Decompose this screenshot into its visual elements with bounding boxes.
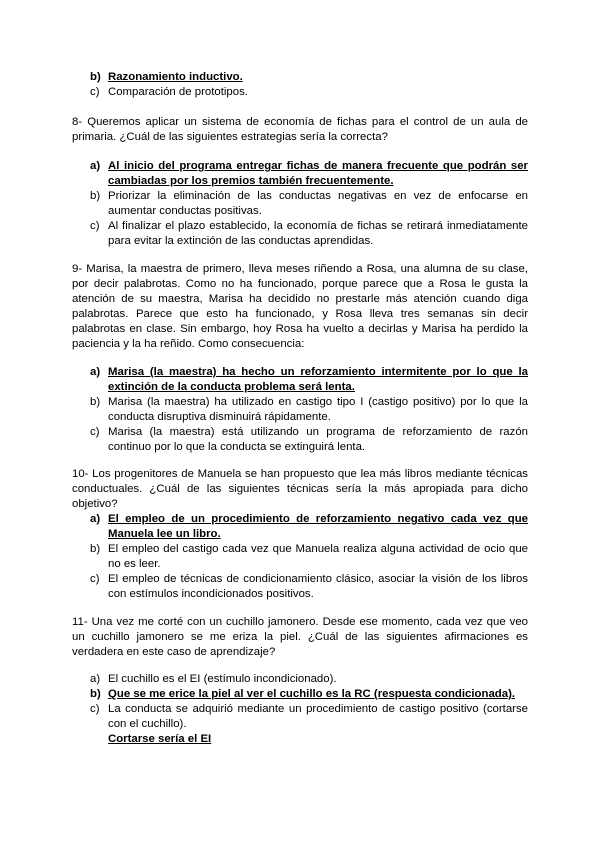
option-text: El cuchillo es el EI (estímulo incondicionado).: [108, 673, 337, 685]
q9-question: 9- Marisa, la maestra de primero, lleva meses riñendo a Rosa, una alumna de su clase, por decir palabrotas. Como no ha funcionado, porque parece que a Rosa le gusta la atención de su maestra, Marisa ha decidido no prestarle más atención cuando diga palabrotas. Parece que esto ha funcionado, y Rosa lleva tres semanas sin decir palabrotas en clase. Sin embargo, hoy Rosa ha vuelto a decirlas y Marisa ha perdido la paciencia y la ha reñido. Como consecuencia:: [72, 263, 528, 350]
q10-option-b: [72, 542, 528, 572]
option-text: Marisa (la maestra) ha utilizado en castigo tipo I (castigo positivo) por lo que la conducta disruptiva disminuirá rápidamente.: [108, 396, 528, 423]
option-letter: a): [90, 366, 101, 378]
option-text: Razonamiento inductivo.: [108, 71, 243, 83]
q8-options: [72, 159, 528, 249]
option-letter: b): [90, 190, 101, 202]
option-letter: c): [90, 220, 100, 232]
q8-question: 8- Queremos aplicar un sistema de economía de fichas para el control de un aula de primaria. ¿Cuál de las siguientes estrategias sería la correcta?: [72, 116, 528, 143]
q7-option-b: [72, 70, 528, 85]
q11-option-c: [72, 702, 528, 732]
option-text: Marisa (la maestra) ha hecho un reforzamiento intermitente por lo que la extinción de la conducta problema será lenta.: [108, 366, 528, 393]
option-text: Al inicio del programa entregar fichas de manera frecuente que podrán ser cambiadas por los premios también frecuentemente.: [108, 160, 528, 187]
q10-option-c: [72, 572, 528, 602]
q9-option-a: [72, 365, 528, 395]
option-text: Que se me erice la piel al ver el cuchillo es la RC (respuesta condicionada).: [108, 688, 516, 700]
option-text: El empleo del castigo cada vez que Manuela realiza alguna actividad de ocio que no es leer.: [108, 543, 528, 570]
q8-option-b: [72, 189, 528, 219]
q10-options: [72, 512, 528, 602]
option-text: El empleo de un procedimiento de reforzamiento negativo cada vez que Manuela lee un libro.: [108, 513, 528, 540]
option-letter: a): [90, 673, 101, 685]
q10-question: 10- Los progenitores de Manuela se han propuesto que lea más libros mediante técnicas conductuales. ¿Cuál de las siguientes técnicas sería la más apropiada para dicho objetivo?: [72, 468, 528, 510]
option-letter: a): [90, 513, 101, 525]
option-text: Marisa (la maestra) está utilizando un programa de reforzamiento de razón continuo por lo que la conducta se extinguirá lenta.: [108, 426, 528, 453]
option-letter: b): [90, 396, 101, 408]
q11-option-b: [72, 687, 528, 702]
option-letter: b): [90, 543, 101, 555]
q11-question: 11- Una vez me corté con un cuchillo jamonero. Desde ese momento, cada vez que veo un cuchillo jamonero se me eriza la piel. ¿Cuál de las siguientes afirmaciones es verdadera en este caso de aprendizaje?: [72, 616, 528, 658]
option-letter: b): [90, 688, 101, 700]
option-letter: c): [90, 426, 100, 438]
q11-options: [72, 672, 528, 747]
q9-options: [72, 365, 528, 455]
q8-option-a: [72, 159, 528, 189]
q10-option-a: [72, 512, 528, 542]
option-letter: a): [90, 160, 101, 172]
option-text: Priorizar la eliminación de las conductas negativas en vez de enfocarse en aumentar conductas positivas.: [108, 190, 528, 217]
option-letter: c): [90, 573, 100, 585]
q9-option-b: [72, 395, 528, 425]
option-text: Comparación de prototipos.: [108, 86, 248, 98]
q8-option-c: [72, 219, 528, 249]
option-letter: c): [90, 86, 100, 98]
q11-option-a: [72, 672, 528, 687]
option-text: La conducta se adquirió mediante un procedimiento de castigo positivo (cortarse con el cuchillo).: [108, 703, 528, 730]
q7-options: [72, 70, 528, 100]
q11-note: Cortarse sería el EI: [108, 733, 212, 745]
q9-option-c: [72, 425, 528, 455]
option-letter: b): [90, 71, 101, 83]
option-text: Al finalizar el plazo establecido, la economía de fichas se retirará inmediatamente para evitar la extinción de las conductas aprendidas.: [108, 220, 528, 247]
q7-option-c: [72, 85, 528, 100]
option-letter: c): [90, 703, 100, 715]
option-text: El empleo de técnicas de condicionamiento clásico, asociar la visión de los libros con estímulos incondicionados positivos.: [108, 573, 528, 600]
